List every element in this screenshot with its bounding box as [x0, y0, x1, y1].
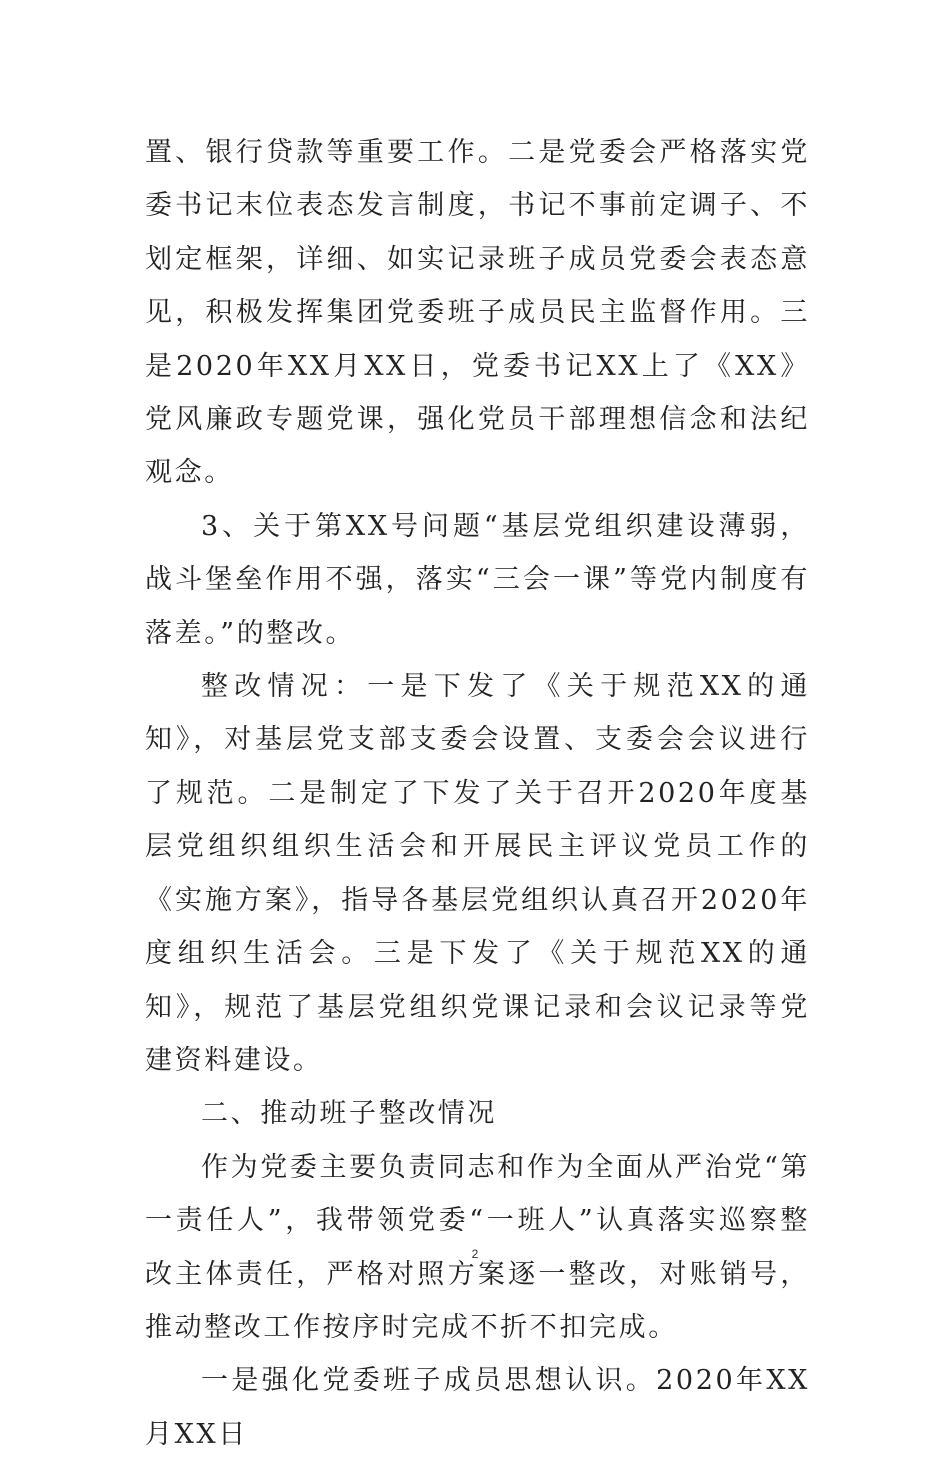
- paragraph-6: 一是强化党委班子成员思想认识。2020年XX月XX日: [145, 1365, 810, 1450]
- paragraph-5: 作为党委主要负责同志和作为全面从严治党“第一责任人”，我带领党委“一班人”认真落实巡察整改主体责任，严格对照方案逐一整改，对账销号，推动整改工作按序时完成不折不扣完成。: [145, 1151, 810, 1343]
- page-number: 2: [471, 1247, 479, 1261]
- paragraph-2: 3、关于第XX号问题“基层党组织建设薄弱，战斗堡垒作用不强，落实“三会一课”等党内制度有落差。”的整改。: [145, 510, 810, 649]
- section-heading: 二、推动班子整改情况: [201, 1098, 497, 1130]
- paragraph-1: 置、银行贷款等重要工作。二是党委会严格落实党委书记末位表态发言制度，书记不事前定调子、不划定框架，详细、如实记录班子成员党委会表态意见，积极发挥集团党委班子成员民主监督作用。三是2020年XX月XX日，党委书记XX上了《XX》党风廉政专题党课，强化党员干部理想信念和法纪观念。: [145, 137, 810, 489]
- paragraph-3: 整改情况：一是下发了《关于规范XX的通知》，对基层党支部支委会设置、支委会会议进行了规范。二是制定了下发了关于召开2020年度基层党组织组织生活会和开展民主评议党员工作的《实施方案》，指导各基层党组织认真召开2020年度组织生活会。三是下发了《关于规范XX的通知》，规范了基层党组织党课记录和会议记录等党建资料建设。: [145, 671, 810, 1076]
